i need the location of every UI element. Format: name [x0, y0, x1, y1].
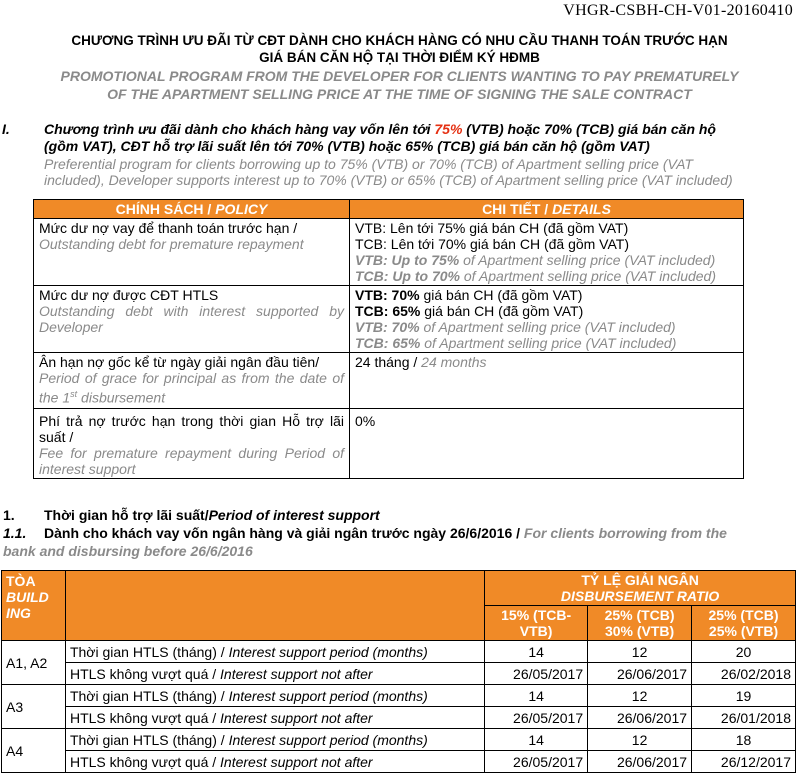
detail-bold: VTB: 70%: [355, 319, 420, 335]
limit-date: 26/12/2017: [692, 751, 796, 773]
limit-date: 26/06/2017: [588, 707, 692, 729]
detail-line: [355, 335, 738, 351]
period-value: 14: [485, 729, 588, 751]
limit-label-cell: [65, 707, 484, 729]
ratio-column-line: 15% (TCB-: [501, 607, 572, 623]
limit-label-en: Interest support not after: [220, 709, 373, 726]
ratio-header-vn: TỶ LỆ GIẢI NGÂN: [581, 572, 699, 588]
details-header-vn: CHI TIẾT /: [482, 201, 553, 217]
subsubsection-heading-vn: Dành cho khách vay vốn ngân hàng và giải ngân trước ngày 26/6/2016 /: [44, 525, 524, 541]
section-english-line-1: Preferential program for clients borrowing up to 75% (VTB) or 70% (TCB) of Apartment selling price (VAT: [44, 156, 693, 172]
period-label-en: Interest support period (months): [228, 731, 428, 748]
detail-line: TCB: Lên tới 70% giá bán CH (đã gồm VAT): [355, 236, 629, 252]
ratio-header: [485, 571, 796, 606]
policy-label-en-text: Period of grace for principal as from the date of the 1: [39, 370, 344, 406]
table-row: [2, 663, 796, 685]
building-header: [2, 571, 66, 641]
building-cell: A3: [2, 685, 66, 729]
policy-table: [33, 199, 744, 479]
policy-label-en: Outstanding debt for premature repayment: [39, 236, 304, 252]
ratio-header-en: DISBURSEMENT RATIO: [560, 588, 720, 604]
limit-date: 26/02/2018: [692, 663, 796, 685]
table-row: [2, 685, 796, 707]
period-label-cell: [65, 641, 484, 663]
policy-row-supported-debt: [34, 286, 744, 353]
detail-text: of Apartment selling price (VAT included): [460, 268, 717, 284]
table-row: [2, 707, 796, 729]
subsubsection-heading-line-2: bank and disbursing before 26/6/2016: [3, 543, 253, 559]
ratio-column-line: 25% (VTB): [708, 623, 779, 639]
period-value: 12: [588, 641, 692, 663]
detail-text: of Apartment selling price (VAT included): [459, 252, 716, 268]
building-header-vn: TÒA: [6, 573, 36, 589]
policy-row-grace-period: [34, 353, 744, 409]
detail-bold: VTB: Up to 75%: [355, 252, 460, 268]
period-value: 18: [692, 729, 796, 751]
detail-line: [355, 252, 738, 268]
period-value: 14: [485, 641, 588, 663]
section-english-line-2: included), Developer supports interest up to 70% (VTB) or 65% (TCB) of Apartment selling price (VAT included): [44, 172, 733, 188]
detail-line: [355, 287, 738, 303]
ratio-column-line: 30% (VTB): [604, 623, 675, 639]
detail-text: 0%: [355, 412, 376, 429]
policy-cell: [34, 219, 350, 286]
detail-text: 24 tháng /: [355, 354, 422, 370]
title-english-line-1: PROMOTIONAL PROGRAM FROM THE DEVELOPER FOR CLIENTS WANTING TO PAY PREMATURELY: [60, 68, 739, 84]
limit-label-cell: [65, 663, 484, 685]
policy-row-prepayment-fee: [34, 408, 744, 478]
details-cell: [350, 286, 744, 353]
detail-text: of Apartment selling price (VAT included): [419, 319, 676, 335]
limit-label-vn: HTLS không vượt quá /: [69, 709, 221, 726]
subsubsection-number: 1.1.: [3, 525, 27, 541]
period-value: 12: [588, 685, 692, 707]
detail-bold: TCB: 65%: [355, 303, 421, 319]
section-number: I.: [2, 121, 10, 137]
subsection-heading-vn: Thời gian hỗ trợ lãi suất/: [44, 507, 209, 523]
ordinal-superscript: st: [70, 389, 78, 399]
detail-text: of Apartment selling price (VAT included): [420, 335, 677, 351]
limit-date: 26/06/2017: [588, 663, 692, 685]
period-label-cell: [65, 729, 484, 751]
policy-header-vn: CHÍNH SÁCH /: [115, 201, 216, 217]
building-cell: A4: [2, 729, 66, 773]
limit-date: 26/05/2017: [485, 707, 588, 729]
detail-bold: VTB: 70%: [355, 287, 420, 303]
policy-label-vn: Ân hạn nợ gốc kể từ ngày giải ngân đầu tiên/: [39, 354, 320, 370]
policy-header-en: POLICY: [215, 201, 268, 217]
policy-row-outstanding-debt: [34, 219, 744, 286]
limit-label-vn: HTLS không vượt quá /: [69, 665, 221, 682]
policy-cell: [34, 286, 350, 353]
policy-label-vn: Mức dư nợ vay để thanh toán trước hạn /: [39, 220, 298, 236]
policy-label-en: [39, 370, 344, 406]
limit-label-en: Interest support not after: [220, 753, 373, 770]
detail-line: VTB: Lên tới 75% giá bán CH (đã gồm VAT): [355, 220, 629, 236]
policy-header: [34, 200, 350, 219]
period-label-cell: [65, 685, 484, 707]
table-row: [2, 729, 796, 751]
limit-date: 26/05/2017: [485, 751, 588, 773]
period-label-vn: Thời gian HTLS (tháng) /: [69, 731, 229, 748]
section-heading-line-2: (gồm VAT), CĐT hỗ trợ lãi suất lên tới 70% (VTB) hoặc 65% (TCB) giá bán căn hộ (gồm VAT): [44, 138, 650, 154]
policy-label-en: Outstanding debt with interest supported by Developer: [39, 303, 344, 335]
title-vietnamese-line-1: CHƯƠNG TRÌNH ƯU ĐÃI TỪ CĐT DÀNH CHO KHÁCH HÀNG CÓ NHU CẦU THANH TOÁN TRƯỚC HẠN: [71, 33, 728, 48]
ratio-column-line: VTB): [519, 623, 553, 639]
policy-cell: [34, 353, 350, 409]
limit-date: 26/01/2018: [692, 707, 796, 729]
section-heading-highlight: 75%: [434, 121, 463, 137]
title-english-line-2: OF THE APARTMENT SELLING PRICE AT THE TIME OF SIGNING THE SALE CONTRACT: [107, 86, 692, 102]
detail-line: [355, 303, 738, 319]
building-header-en: ING: [6, 605, 31, 621]
subsection-number: 1.: [3, 507, 15, 523]
policy-label-en-text: disbursement: [77, 389, 166, 406]
empty-header: [65, 571, 484, 641]
disbursement-table: [1, 570, 796, 773]
title-vietnamese-line-2: GIÁ BÁN CĂN HỘ TẠI THỜI ĐIỂM KÝ HĐMB: [259, 50, 540, 65]
detail-line: [355, 268, 738, 284]
ratio-column-line: 25% (TCB): [708, 607, 779, 623]
policy-header-row: [34, 200, 744, 219]
period-value: 20: [692, 641, 796, 663]
detail-bold: TCB: Up to 70%: [355, 268, 460, 284]
ratio-column-header: [692, 606, 796, 641]
limit-date: 26/05/2017: [485, 663, 588, 685]
details-cell: [350, 353, 744, 409]
limit-label-cell: [65, 751, 484, 773]
section-heading-text-cont: (VTB) hoặc 70% (TCB) giá bán căn hộ: [462, 121, 716, 137]
period-label-en: Interest support period (months): [228, 643, 428, 660]
subsection-heading-en: Period of interest support: [208, 507, 380, 523]
limit-label-vn: HTLS không vượt quá /: [69, 753, 221, 770]
ratio-column-header: [485, 606, 588, 641]
policy-label-en: Fee for premature repayment during Period of interest support: [39, 444, 344, 477]
document-id: VHGR-CSBH-CH-V01-20160410: [563, 2, 793, 19]
period-label-vn: Thời gian HTLS (tháng) /: [69, 687, 229, 704]
period-value: 14: [485, 685, 588, 707]
policy-label-vn: Phí trả nợ trước hạn trong thời gian Hỗ trợ lãi suất /: [39, 412, 344, 445]
limit-label-en: Interest support not after: [220, 665, 373, 682]
table-row: [2, 751, 796, 773]
details-cell: [350, 408, 744, 478]
building-cell: A1, A2: [2, 641, 66, 685]
details-header-en: DETAILS: [552, 201, 611, 217]
ratio-column-line: 25% (TCB): [604, 607, 675, 623]
period-value: 12: [588, 729, 692, 751]
section-heading-text: Chương trình ưu đãi dành cho khách hàng vay vốn lên tới: [44, 121, 435, 137]
detail-text: giá bán CH (đã gồm VAT): [419, 287, 583, 303]
period-label-vn: Thời gian HTLS (tháng) /: [69, 643, 229, 660]
details-header: [350, 200, 744, 219]
period-label-en: Interest support period (months): [228, 687, 428, 704]
section-heading-line-1: [44, 121, 716, 138]
detail-bold: TCB: 65%: [355, 335, 421, 351]
building-header-en: BUILD: [6, 589, 49, 605]
subsubsection-heading-en: For clients borrowing from the: [523, 525, 727, 541]
rates-header-row-1: [2, 571, 796, 606]
policy-label-vn: Mức dư nợ được CĐT HTLS: [39, 287, 219, 303]
table-row: [2, 641, 796, 663]
details-cell: [350, 219, 744, 286]
detail-text-en: 24 months: [421, 354, 487, 370]
policy-cell: [34, 408, 350, 478]
subsection-heading: [44, 507, 380, 523]
detail-line: [355, 319, 738, 335]
subsubsection-heading-line-1: [44, 525, 727, 541]
detail-text: giá bán CH (đã gồm VAT): [420, 303, 584, 319]
ratio-column-header: [588, 606, 692, 641]
period-value: 19: [692, 685, 796, 707]
limit-date: 26/06/2017: [588, 751, 692, 773]
